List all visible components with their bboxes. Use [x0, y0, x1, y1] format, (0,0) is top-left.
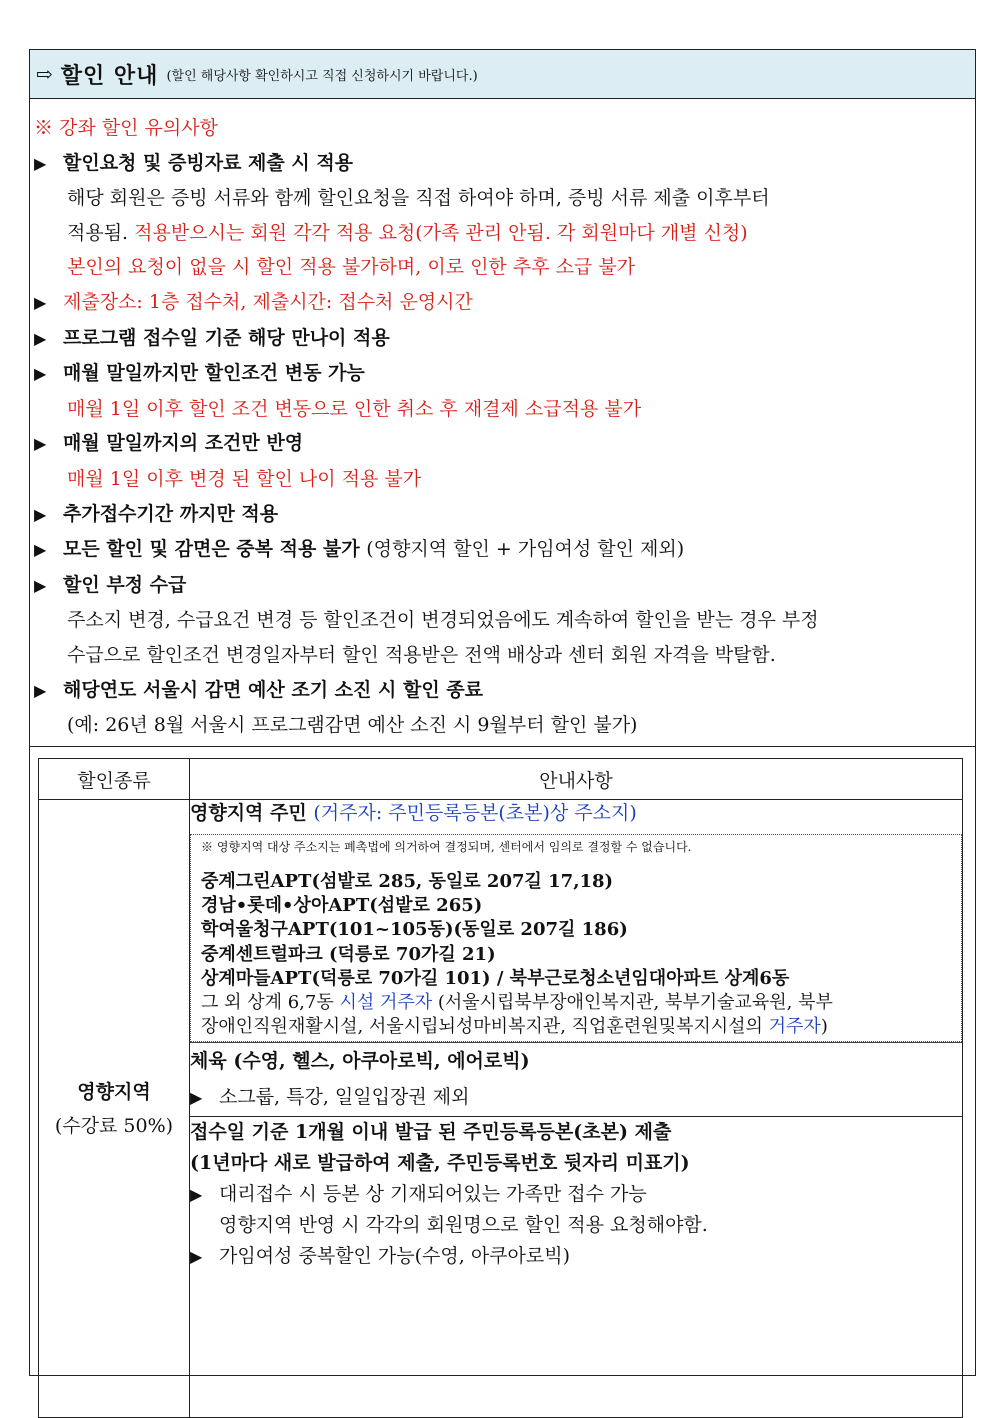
notice-detail: 해당 회원은 증빙 서류와 함께 할인요청을 직접 하여야 하며, 증빙 서류 제출 이후부터: [67, 187, 770, 210]
notice-detail: 매월 1일 이후 할인 조건 변동으로 인한 취소 후 재결제 소급적용 불가: [67, 397, 642, 420]
bullet-icon: ▶: [34, 153, 47, 173]
bullet-icon: ▶: [190, 1185, 203, 1205]
address-item: 경남•롯데•상아APT(섬밭로 265): [201, 895, 483, 917]
bullet-icon: ▶: [34, 504, 47, 524]
bullet-icon: ▶: [34, 328, 47, 348]
documents-title: 접수일 기준 1개월 이내 발급 된 주민등록등본(초본) 제출: [190, 1121, 672, 1144]
sports-exclusion: ▶ 소그룹, 특강, 일일입장권 제외: [190, 1079, 962, 1116]
notice-item: ▶ 추가접수기간 까지만 적용: [34, 497, 975, 533]
category-rate: (수강료 50%): [54, 1114, 174, 1137]
address-item: 상계마들APT(덕릉로 70가길 101) / 북부근로청소년임대아파트 상계6동: [201, 967, 790, 989]
notice-item: ▶ 프로그램 접수일 기준 해당 만나이 적용: [34, 321, 975, 357]
notice-item: ▶ 해당연도 서울시 감면 예산 조기 소진 시 할인 종료: [34, 673, 975, 709]
bullet-icon: ▶: [34, 680, 47, 700]
residents-note: (거주자: 주민등록등본(초본)상 주소지): [313, 802, 637, 824]
header-bar: [30, 50, 975, 99]
notice-detail: 적용됨. 적용받으시는 회원 각각 적용 요청(가족 관리 안됨. 각 회원마다 개별 신청): [67, 221, 748, 244]
residents-section: [190, 800, 963, 1043]
column-header-type: 할인종류: [39, 759, 190, 800]
documents-section: [190, 1117, 963, 1418]
notice-detail: 본인의 요청이 없을 시 할인 적용 불가하며, 이로 인한 추후 소급 불가: [67, 256, 636, 279]
discount-guide-frame: [29, 49, 976, 1376]
section-divider: [30, 746, 975, 747]
discount-table: [38, 758, 963, 1418]
notice-detail: 주소지 변경, 수급요건 변경 등 할인조건이 변경되었음에도 계속하여 할인을 받는 경우 부정: [67, 609, 819, 632]
sports-section: [190, 1043, 963, 1117]
documents-item: ▶ 가임여성 중복할인 가능(수영, 아쿠아로빅): [190, 1241, 962, 1272]
category-cell: [39, 800, 190, 1418]
sports-title: 체육 (수영, 헬스, 아쿠아로빅, 에어로빅): [190, 1050, 530, 1073]
notice-detail: (예: 26년 8월 서울시 프로그램감면 예산 소진 시 9월부터 할인 불가): [67, 714, 638, 737]
notice-detail: 수급으로 할인조건 변경일자부터 할인 적용받은 전액 배상과 센터 회원 자격을 박탈함.: [67, 643, 776, 666]
notice-list: [30, 99, 975, 743]
bullet-icon: ▶: [34, 575, 47, 595]
address-box: [190, 834, 962, 1042]
arrow-right-icon: ⇨: [36, 62, 53, 86]
notice-heading: ※ 강좌 할인 유의사항: [34, 117, 218, 139]
bullet-icon: ▶: [34, 540, 47, 560]
address-item: 중계센트럴파크 (덕릉로 70가길 21): [201, 943, 496, 965]
address-others: 그 외 상계 6,7동 시설 거주자 (서울시립북부장애인복지관, 북부기술교육원, 북부 장애인직원재활시설, 서울시립뇌성마비복지관, 직업훈련원및복지시설의 거주자): [201, 992, 833, 1038]
notice-item: ▶ 할인요청 및 증빙자료 제출 시 적용: [34, 146, 975, 182]
documents-subtitle: (1년마다 새로 발급하여 제출, 주민등록번호 뒷자리 미표기): [190, 1152, 690, 1175]
bullet-icon: ▶: [190, 1247, 203, 1267]
bullet-icon: ▶: [34, 292, 47, 312]
address-note: ※ 영향지역 대상 주소지는 폐촉법에 의거하여 결정되며, 센터에서 임의로 결정할 수 없습니다.: [201, 840, 692, 854]
page-subtitle: (할인 해당사항 확인하시고 직접 신청하시기 바랍니다.): [166, 68, 478, 84]
notice-item: ▶ 할인 부정 수급: [34, 568, 975, 604]
bullet-icon: ▶: [190, 1088, 203, 1108]
address-item: 중계그린APT(섬밭로 285, 동일로 207길 17,18): [201, 871, 614, 892]
category-name: 영향지역: [77, 1080, 151, 1103]
documents-item: ▶ 대리접수 시 등본 상 기재되어있는 가족만 접수 가능: [190, 1179, 962, 1210]
page-title: 할인 안내: [60, 62, 159, 89]
notice-item: ▶ 매월 말일까지의 조건만 반영: [34, 426, 975, 462]
residents-title: 영향지역 주민: [190, 802, 314, 824]
bullet-icon: ▶: [34, 364, 47, 384]
column-header-info: 안내사항: [190, 759, 963, 800]
notice-item: ▶ 모든 할인 및 감면은 중복 적용 불가 (영향지역 할인 + 가임여성 할인 제외): [34, 532, 975, 568]
notice-detail: 매월 1일 이후 변경 된 할인 나이 적용 불가: [67, 467, 422, 490]
notice-item: ▶ 매월 말일까지만 할인조건 변동 가능: [34, 356, 975, 392]
notice-item: ▶ 제출장소: 1층 접수처, 제출시간: 접수처 운영시간: [34, 285, 975, 321]
documents-item-detail: 영향지역 반영 시 각각의 회원명으로 할인 적용 요청해야함.: [219, 1214, 708, 1237]
bullet-icon: ▶: [34, 434, 47, 454]
address-item: 학여울청구APT(101~105동)(동일로 207길 186): [201, 919, 628, 941]
